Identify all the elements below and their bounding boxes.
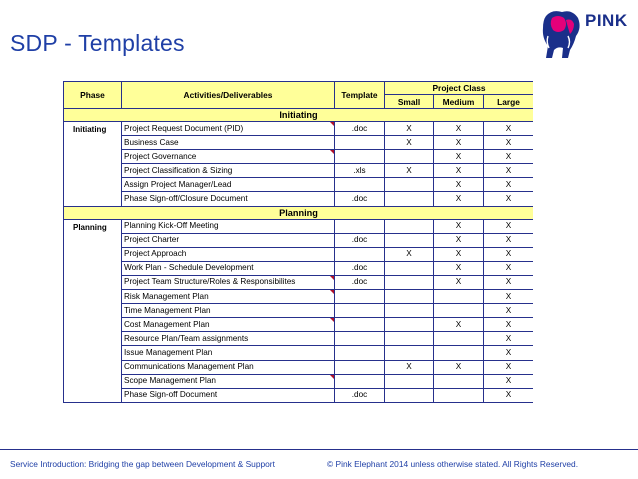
activity-cell: Communications Management Plan xyxy=(122,360,335,374)
template-cell: .doc xyxy=(335,233,385,247)
large-cell: X xyxy=(484,122,534,136)
activity-cell: Scope Management Plan xyxy=(122,374,335,388)
medium-cell xyxy=(434,290,484,304)
small-cell xyxy=(385,388,434,402)
template-cell xyxy=(335,136,385,150)
large-cell: X xyxy=(484,164,534,178)
activity-cell: Phase Sign-off/Closure Document xyxy=(122,192,335,206)
phase-cell: Initiating xyxy=(64,122,122,207)
template-cell: .doc xyxy=(335,261,385,275)
template-cell: .doc xyxy=(335,275,385,289)
section-title: Initiating xyxy=(64,109,534,122)
template-cell xyxy=(335,178,385,192)
medium-cell: X xyxy=(434,247,484,261)
large-cell: X xyxy=(484,233,534,247)
activity-cell: Time Management Plan xyxy=(122,304,335,318)
activity-cell: Issue Management Plan xyxy=(122,346,335,360)
small-cell xyxy=(385,304,434,318)
template-cell xyxy=(335,360,385,374)
small-cell xyxy=(385,150,434,164)
table-row xyxy=(64,290,534,304)
activity-cell: Project Team Structure/Roles & Responsibilites xyxy=(122,275,335,289)
large-cell: X xyxy=(484,219,534,233)
small-cell xyxy=(385,219,434,233)
small-cell xyxy=(385,318,434,332)
header-project-class: Project Class xyxy=(385,82,534,95)
table-row xyxy=(64,136,534,150)
table-row xyxy=(64,332,534,346)
table-row xyxy=(64,304,534,318)
footer-left-text: Service Introduction: Bridging the gap between Development & Support xyxy=(10,459,275,469)
medium-cell: X xyxy=(434,275,484,289)
phase-cell: Planning xyxy=(64,219,122,402)
small-cell: X xyxy=(385,122,434,136)
medium-cell: X xyxy=(434,150,484,164)
large-cell: X xyxy=(484,247,534,261)
logo-text: PINK xyxy=(585,11,628,30)
template-cell xyxy=(335,290,385,304)
section-row xyxy=(64,109,534,122)
table-row xyxy=(64,360,534,374)
table-row xyxy=(64,318,534,332)
small-cell xyxy=(385,233,434,247)
large-cell: X xyxy=(484,318,534,332)
small-cell xyxy=(385,290,434,304)
section-title: Planning xyxy=(64,206,534,219)
medium-cell xyxy=(434,304,484,318)
large-cell: X xyxy=(484,275,534,289)
large-cell: X xyxy=(484,332,534,346)
large-cell: X xyxy=(484,192,534,206)
header-phase: Phase xyxy=(64,82,122,109)
medium-cell: X xyxy=(434,136,484,150)
small-cell: X xyxy=(385,247,434,261)
table-row xyxy=(64,247,534,261)
activity-cell: Project Classification & Sizing xyxy=(122,164,335,178)
table-row xyxy=(64,150,534,164)
large-cell: X xyxy=(484,304,534,318)
large-cell: X xyxy=(484,136,534,150)
table-row xyxy=(64,164,534,178)
small-cell xyxy=(385,261,434,275)
table-row xyxy=(64,122,534,136)
medium-cell: X xyxy=(434,318,484,332)
slide-title: SDP - Templates xyxy=(10,30,185,56)
medium-cell: X xyxy=(434,178,484,192)
large-cell: X xyxy=(484,261,534,275)
activity-cell: Planning Kick-Off Meeting xyxy=(122,219,335,233)
header-large: Large xyxy=(484,95,534,109)
activity-cell: Resource Plan/Team assignments xyxy=(122,332,335,346)
large-cell: X xyxy=(484,374,534,388)
small-cell xyxy=(385,275,434,289)
header-medium: Medium xyxy=(434,95,484,109)
activity-cell: Business Case xyxy=(122,136,335,150)
medium-cell: X xyxy=(434,192,484,206)
medium-cell xyxy=(434,332,484,346)
large-cell: X xyxy=(484,346,534,360)
medium-cell: X xyxy=(434,122,484,136)
large-cell: X xyxy=(484,360,534,374)
template-cell xyxy=(335,219,385,233)
medium-cell xyxy=(434,346,484,360)
activity-cell: Project Charter xyxy=(122,233,335,247)
template-cell xyxy=(335,374,385,388)
activity-cell: Project Governance xyxy=(122,150,335,164)
table-row xyxy=(64,275,534,289)
activity-cell: Project Approach xyxy=(122,247,335,261)
table-row xyxy=(64,178,534,192)
template-cell xyxy=(335,304,385,318)
table-row xyxy=(64,219,534,233)
activity-cell: Assign Project Manager/Lead xyxy=(122,178,335,192)
medium-cell: X xyxy=(434,261,484,275)
table-row xyxy=(64,192,534,206)
table-row xyxy=(64,233,534,247)
template-cell xyxy=(335,150,385,164)
activity-cell: Risk Management Plan xyxy=(122,290,335,304)
activity-cell: Project Request Document (PID) xyxy=(122,122,335,136)
large-cell: X xyxy=(484,178,534,192)
small-cell xyxy=(385,346,434,360)
small-cell xyxy=(385,192,434,206)
table-row xyxy=(64,374,534,388)
template-cell xyxy=(335,247,385,261)
activity-cell: Work Plan - Schedule Development xyxy=(122,261,335,275)
table-row xyxy=(64,346,534,360)
medium-cell: X xyxy=(434,360,484,374)
medium-cell: X xyxy=(434,233,484,247)
table-body xyxy=(64,109,534,403)
header-small: Small xyxy=(385,95,434,109)
template-cell xyxy=(335,318,385,332)
table-row xyxy=(64,261,534,275)
medium-cell xyxy=(434,374,484,388)
footer-divider xyxy=(0,449,638,450)
medium-cell xyxy=(434,388,484,402)
large-cell: X xyxy=(484,150,534,164)
template-cell: .doc xyxy=(335,122,385,136)
header-activities: Activities/Deliverables xyxy=(122,82,335,109)
footer-copyright: © Pink Elephant 2014 unless otherwise stated. All Rights Reserved. xyxy=(327,459,579,469)
template-cell xyxy=(335,346,385,360)
table-row xyxy=(64,388,534,402)
medium-cell: X xyxy=(434,164,484,178)
medium-cell: X xyxy=(434,219,484,233)
small-cell xyxy=(385,374,434,388)
activity-cell: Cost Management Plan xyxy=(122,318,335,332)
small-cell xyxy=(385,332,434,346)
small-cell: X xyxy=(385,360,434,374)
small-cell: X xyxy=(385,164,434,178)
template-cell: .xls xyxy=(335,164,385,178)
activity-cell: Phase Sign-off Document xyxy=(122,388,335,402)
template-cell: .doc xyxy=(335,192,385,206)
section-row xyxy=(64,206,534,219)
small-cell: X xyxy=(385,136,434,150)
header-template: Template xyxy=(335,82,385,109)
template-cell xyxy=(335,332,385,346)
small-cell xyxy=(385,178,434,192)
large-cell: X xyxy=(484,290,534,304)
templates-table xyxy=(63,81,533,403)
template-cell: .doc xyxy=(335,388,385,402)
large-cell: X xyxy=(484,388,534,402)
templates-table-container xyxy=(63,81,533,417)
